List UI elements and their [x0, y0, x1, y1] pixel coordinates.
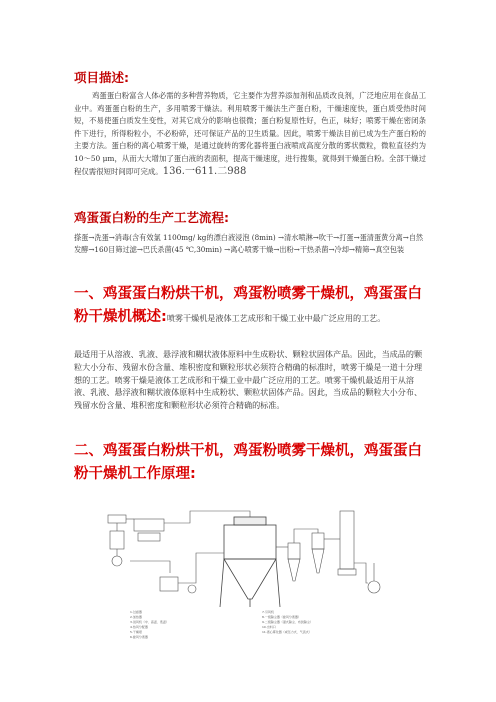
process-flow-heading: 鸡蛋蛋白粉的生产工艺流程: [74, 210, 229, 225]
legend-left-2: 2.加热器 [130, 615, 142, 619]
project-description-text: 鸡蛋蛋白粉富含人体必需的多种营养物质，它主要作为营养添加剂和品质改良剂，广泛地应用在食品工业中。鸡蛋蛋白粉的生产，多用喷雾干燥法。利用喷雾干燥法生产蛋白粉，干燥速度快，蛋白质受热时间短，不易使蛋白质发生变性，对其它成分的影响也很微；蛋白粉复原性好，色正，味好；喷雾干燥在密闭条件下进行，所得粉粒小，不必粉碎，还可保证产品的卫生质量。因此，喷雾干燥法目前已成为生产蛋白粉的主要方法。蛋白粉的离心喷雾干燥，是通过旋转的雾化器将蛋白液喷成高度分散的雾状微粒，微粒直径约为 10～50 μm，从而大大增加了蛋白液的表面积，提高干燥速度，进行搜集，就得到干燥蛋白粉。全部干燥过程仅需很短时间即可完成。 [74, 91, 426, 176]
legend-left-6: 6.旋风分离器 [130, 635, 148, 639]
legend-right-5: 11.离心雾化器（或压力式、气流式） [262, 630, 312, 634]
spray-dryer-process-diagram [100, 503, 392, 643]
overview-paragraph: 最适用于从溶液、乳液、悬浮液和糊状液体原料中生成粉状、颗粒状固体产品。因此，当成品的颗粒大小分布、残留水份含量、堆积密度和颗粒形状必须符合精确的标准时，喷雾干燥是一道十分理想的工艺。喷雾干燥是液体工艺成形和干燥工业中最广泛应用的工艺。喷雾干燥机最适用于从溶液、乳液、悬浮液和糊状液体原料中生成粉状、颗粒状固体产品。因此，当成品的颗粒大小分布、残留水份含量、堆积密度和颗粒形状必须符合精确的标准。 [74, 349, 423, 411]
legend-right-4: 10.出料口 [262, 625, 276, 629]
phone-number: 136.一611.二988 [162, 165, 247, 177]
legend-left-1: 1.过滤器 [130, 610, 142, 614]
project-description-paragraph [74, 90, 426, 178]
legend-left-5: 5.干燥塔 [130, 630, 142, 634]
project-description-heading: 项目描述: [74, 70, 129, 85]
legend-right-1: 7.引风机 [262, 610, 274, 614]
legend-right-2: 8.一级除尘器（旋风分离器） [262, 615, 301, 619]
legend-right-3: 9.二级除尘器（湿式除尘、布袋除尘） [262, 620, 313, 624]
overview-section [74, 283, 434, 329]
working-principle-heading: 二、鸡蛋蛋白粉烘干机，鸡蛋粉喷雾干燥机，鸡蛋蛋白粉干燥机工作原理: [74, 443, 422, 482]
process-flow-text: 搽蛋→洗蛋→消毒(含有效氯 1100mg/ kg的漂白液浸泡 (8min) →清水喷淋→吹干→打蛋→蛋清蛋黄分离→自然发酵→160目筛过滤→巴氏杀菌(45 ℃,30min) →离心喷雾干燥→出粉→干热杀菌→冷却→精筛→真空包装 [74, 233, 424, 254]
legend-left-4: 4.热风分配器 [130, 625, 148, 629]
overview-heading: 一、鸡蛋蛋白粉烘干机，鸡蛋粉喷雾干燥机，鸡蛋蛋白粉干燥机概述: [74, 286, 422, 325]
overview-inline-text: 喷雾干燥机是液体工艺成形和干燥工业中最广泛应用的工艺。 [166, 313, 386, 323]
legend-left-3: 3.进风机（中、高温、低温） [130, 620, 169, 624]
